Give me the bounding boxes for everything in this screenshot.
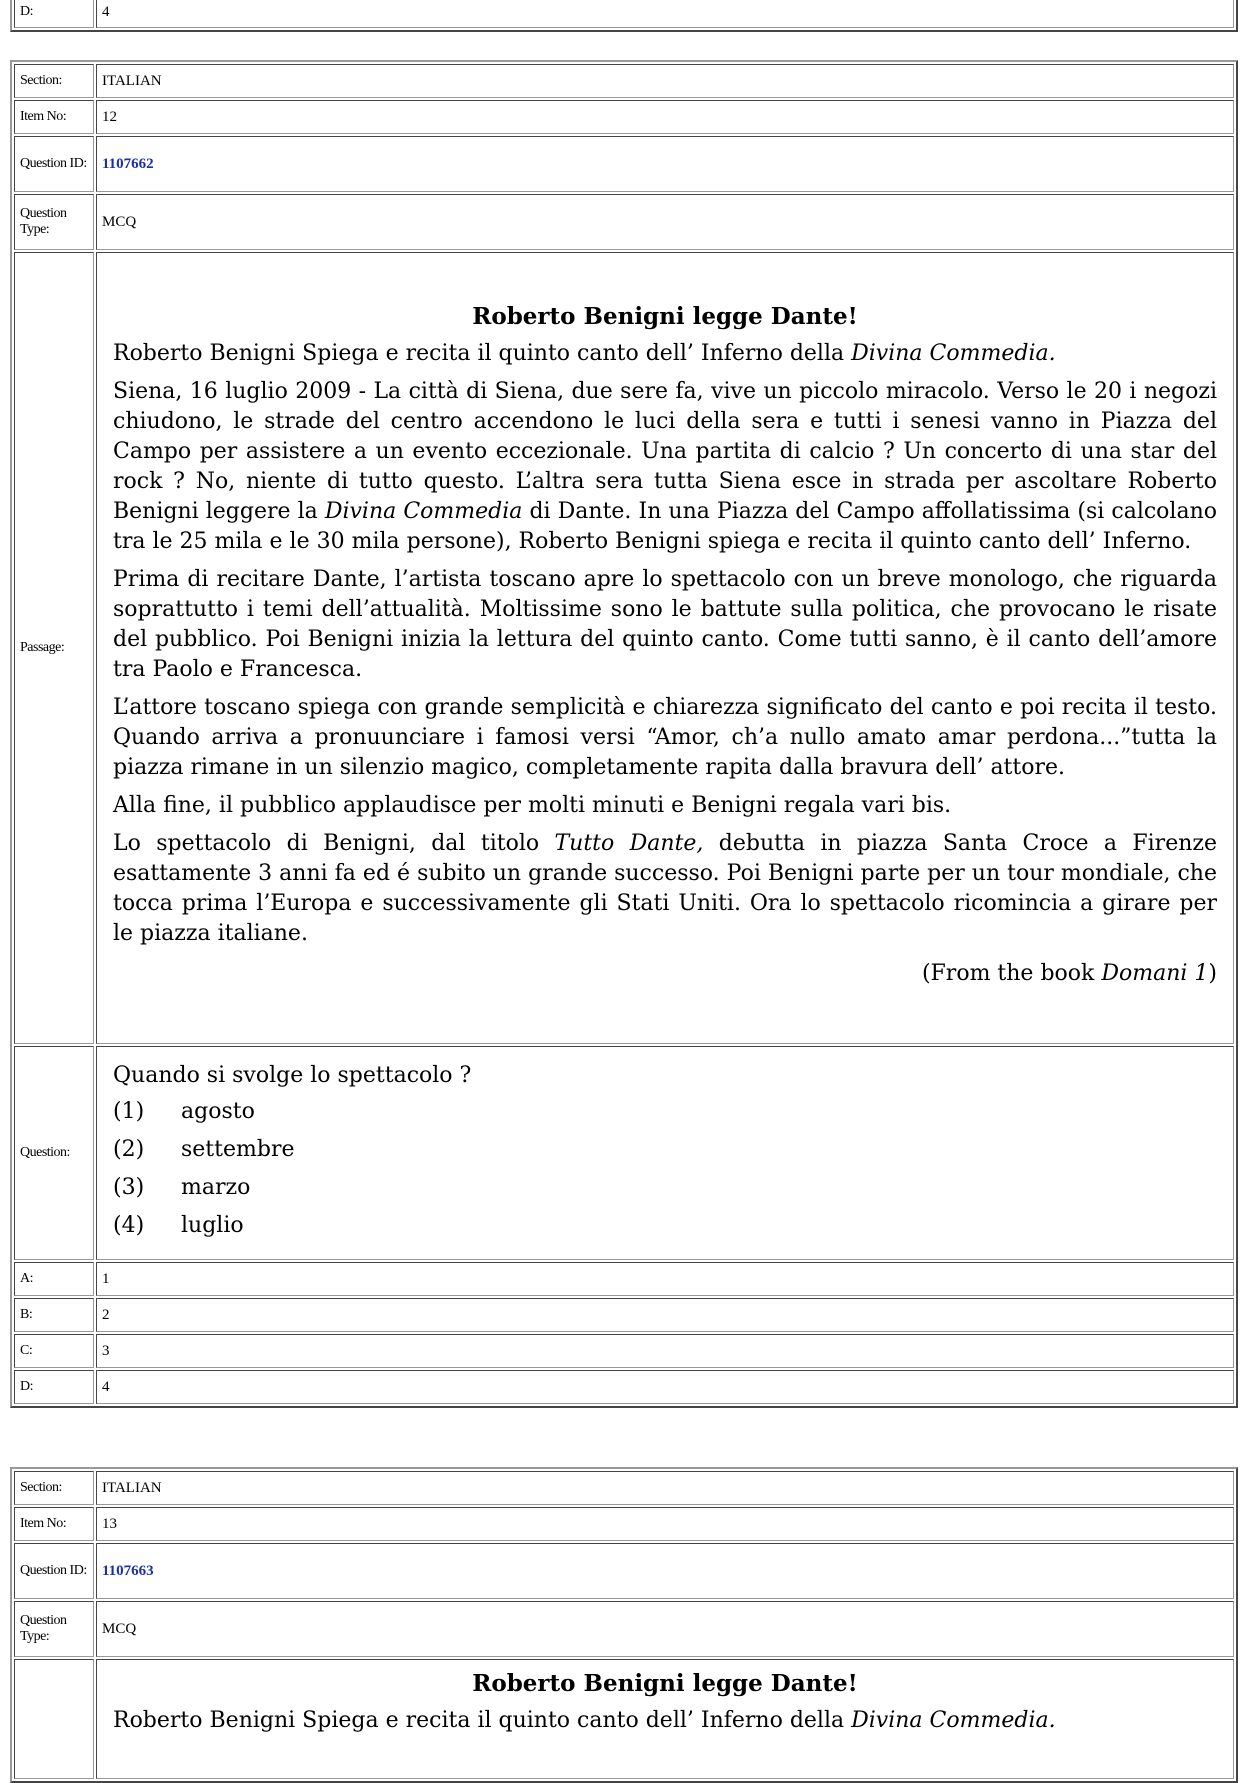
answer-value-a: 1 [96, 1262, 1234, 1296]
passage-label: Passage: [14, 252, 94, 1044]
answer-label-c: C: [14, 1334, 94, 1368]
passage-title: Roberto Benigni legge Dante! [472, 303, 858, 330]
item-no-value: 12 [96, 100, 1234, 134]
option-4: (4) luglio [113, 1213, 244, 1238]
passage-label [14, 1659, 94, 1779]
question-id-value: 1107663 [96, 1543, 1234, 1599]
passage-paragraph-2: Prima di recitare Dante, l’artista toscano apre lo spettacolo con un breve monologo, che riguarda soprattutto i temi dell’attualità. Moltissime sono le battute sulla politica, che provocano le risate del pubblico. Poi Benigni inizia la lettura del quinto canto. Come tutti sanno, è il canto dell’amore tra Paolo e Francesca. [113, 567, 1217, 682]
question-table-13 [10, 1467, 1238, 1783]
passage-content [96, 252, 1234, 1044]
answer-label-a: A: [14, 1262, 94, 1296]
answer-value-c: 3 [96, 1334, 1234, 1368]
option-2: (2) settembre [113, 1137, 295, 1162]
passage-intro: Roberto Benigni Spiega e recita il quinto canto dell’ Inferno della Divina Commedia. [113, 1708, 1056, 1733]
question-id-label: Question ID: [14, 136, 94, 192]
question-stem: Quando si svolge lo spettacolo ? [113, 1063, 472, 1088]
prev-question-table [10, 0, 1238, 32]
question-label: Question: [14, 1046, 94, 1260]
item-no-value: 13 [96, 1507, 1234, 1541]
answer-label-b: B: [14, 1298, 94, 1332]
question-type-label: Question Type: [14, 194, 94, 250]
passage-source: (From the book Domani 1) [921, 961, 1217, 986]
item-no-label: Item No: [14, 100, 94, 134]
passage-paragraph-3: L’attore toscano spiega con grande semplicità e chiarezza significato del canto e poi recita il testo. Quando arriva a pronuunciare i famosi versi “Amor, ch’a nullo amato amar perdona...”tutta la piazza rimane in un silenzio magico, completamente rapita dalla bravura dell’ attore. [113, 695, 1217, 780]
passage-paragraph-4: Alla fine, il pubblico applaudisce per molti minuti e Benigni regala vari bis. [113, 793, 952, 818]
question-table-12 [10, 60, 1238, 1408]
answer-value-b: 2 [96, 1298, 1234, 1332]
question-content [96, 1046, 1234, 1260]
answer-label-d: D: [14, 1370, 94, 1404]
passage-paragraph-1: Siena, 16 luglio 2009 - La città di Siena, due sere fa, vive un piccolo miracolo. Verso le 20 i negozi chiudono, le strade del centro accendono le luci della sera e tutti i senesi vanno in Piazza del Campo per assistere a un evento eccezionale. Una partita di calcio ? Un concerto di una star del rock ? No, niente di tutto questo. L’altra sera tutta Siena esce in strada per ascoltare Roberto Benigni leggere la Divina Commedia di Dante. In una Piazza del Campo affollatissima (si calcolano tra le 25 mila e le 30 mila persone), Roberto Benigni spiega e recita il quinto canto dell’ Inferno. [113, 379, 1217, 554]
passage-intro: Roberto Benigni Spiega e recita il quinto canto dell’ Inferno della Divina Commedia. [113, 341, 1056, 366]
passage-content [96, 1659, 1234, 1779]
section-label: Section: [14, 1471, 94, 1505]
section-label: Section: [14, 64, 94, 98]
question-type-label: Question Type: [14, 1601, 94, 1657]
passage-title: Roberto Benigni legge Dante! [472, 1670, 858, 1697]
section-value: ITALIAN [96, 1471, 1234, 1505]
option-1: (1) agosto [113, 1099, 255, 1124]
passage-paragraph-5: Lo spettacolo di Benigni, dal titolo Tutto Dante, debutta in piazza Santa Croce a Firenze esattamente 3 anni fa ed é subito un grande successo. Poi Benigni parte per un tour mondiale, che tocca prima l’Europa e successivamente gli Stati Uniti. Ora lo spettacolo ricomincia a girare per le piazza italiane. [113, 831, 1217, 946]
question-id-value: 1107662 [96, 136, 1234, 192]
option-3: (3) marzo [113, 1175, 251, 1200]
question-type-value: MCQ [96, 194, 1234, 250]
answer-label-d: D: [14, 0, 94, 28]
question-id-label: Question ID: [14, 1543, 94, 1599]
section-value: ITALIAN [96, 64, 1234, 98]
answer-value-d: 4 [96, 1370, 1234, 1404]
item-no-label: Item No: [14, 1507, 94, 1541]
answer-value-d: 4 [96, 0, 1234, 28]
question-type-value: MCQ [96, 1601, 1234, 1657]
